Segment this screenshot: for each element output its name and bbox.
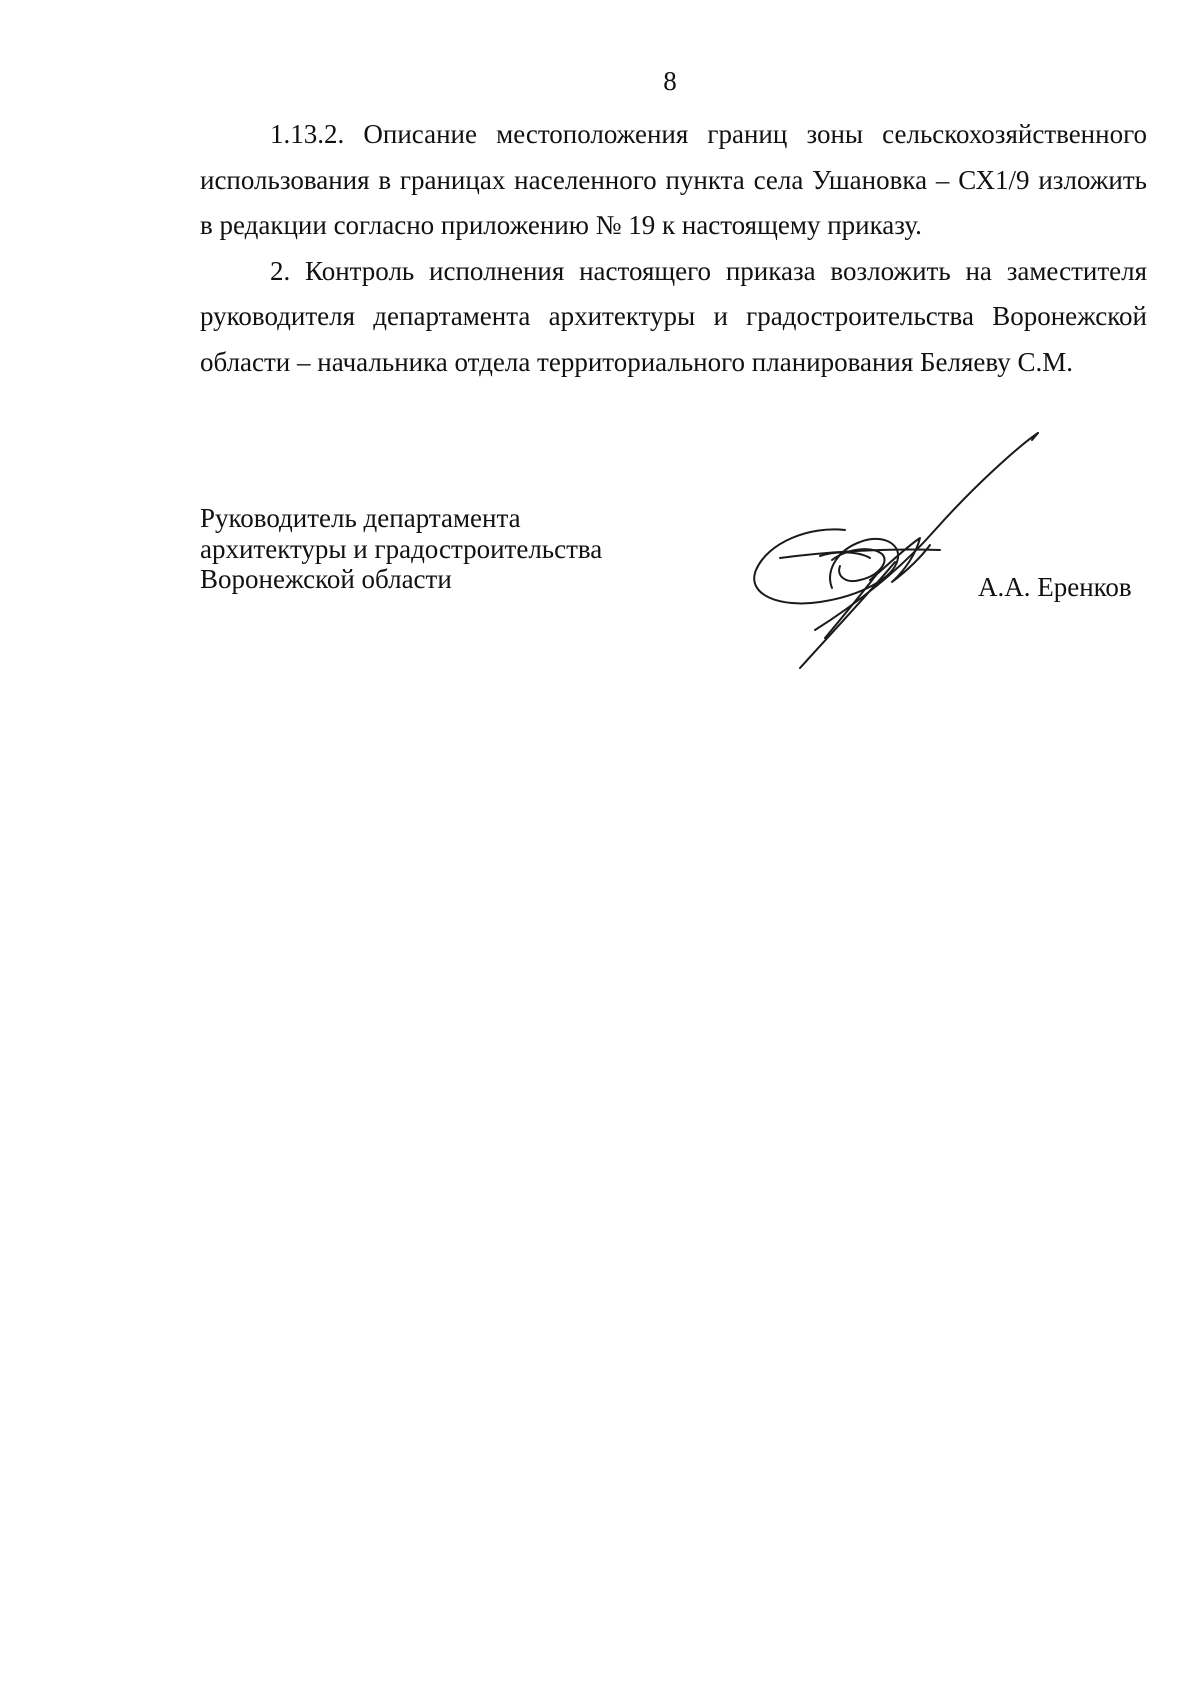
paragraph-1-13-2: 1.13.2. Описание местоположения границ зоны сельскохозяйственного использования в границах населенного пункта села Ушановка – СХ1/9 изложить в редакции согласно приложению № 19 к настоящему приказу.	[200, 119, 1147, 240]
paragraph-2: 2. Контроль исполнения настоящего приказа возложить на заместителя руководителя департамента архитектуры и градостроительства Воронежской области – начальника отдела территориального планирования Беляеву С.М.	[200, 255, 1147, 377]
position-line: архитектуры и градостроительства	[200, 533, 603, 564]
document-body	[200, 112, 1147, 385]
position-line: Руководитель департамента	[200, 503, 521, 533]
signer-name: А.А. Еренков	[978, 572, 1132, 602]
handwritten-signature	[720, 430, 1040, 675]
page-number: 8	[663, 66, 677, 96]
signatory-position	[200, 503, 602, 595]
position-line: Воронежской области	[200, 564, 452, 594]
